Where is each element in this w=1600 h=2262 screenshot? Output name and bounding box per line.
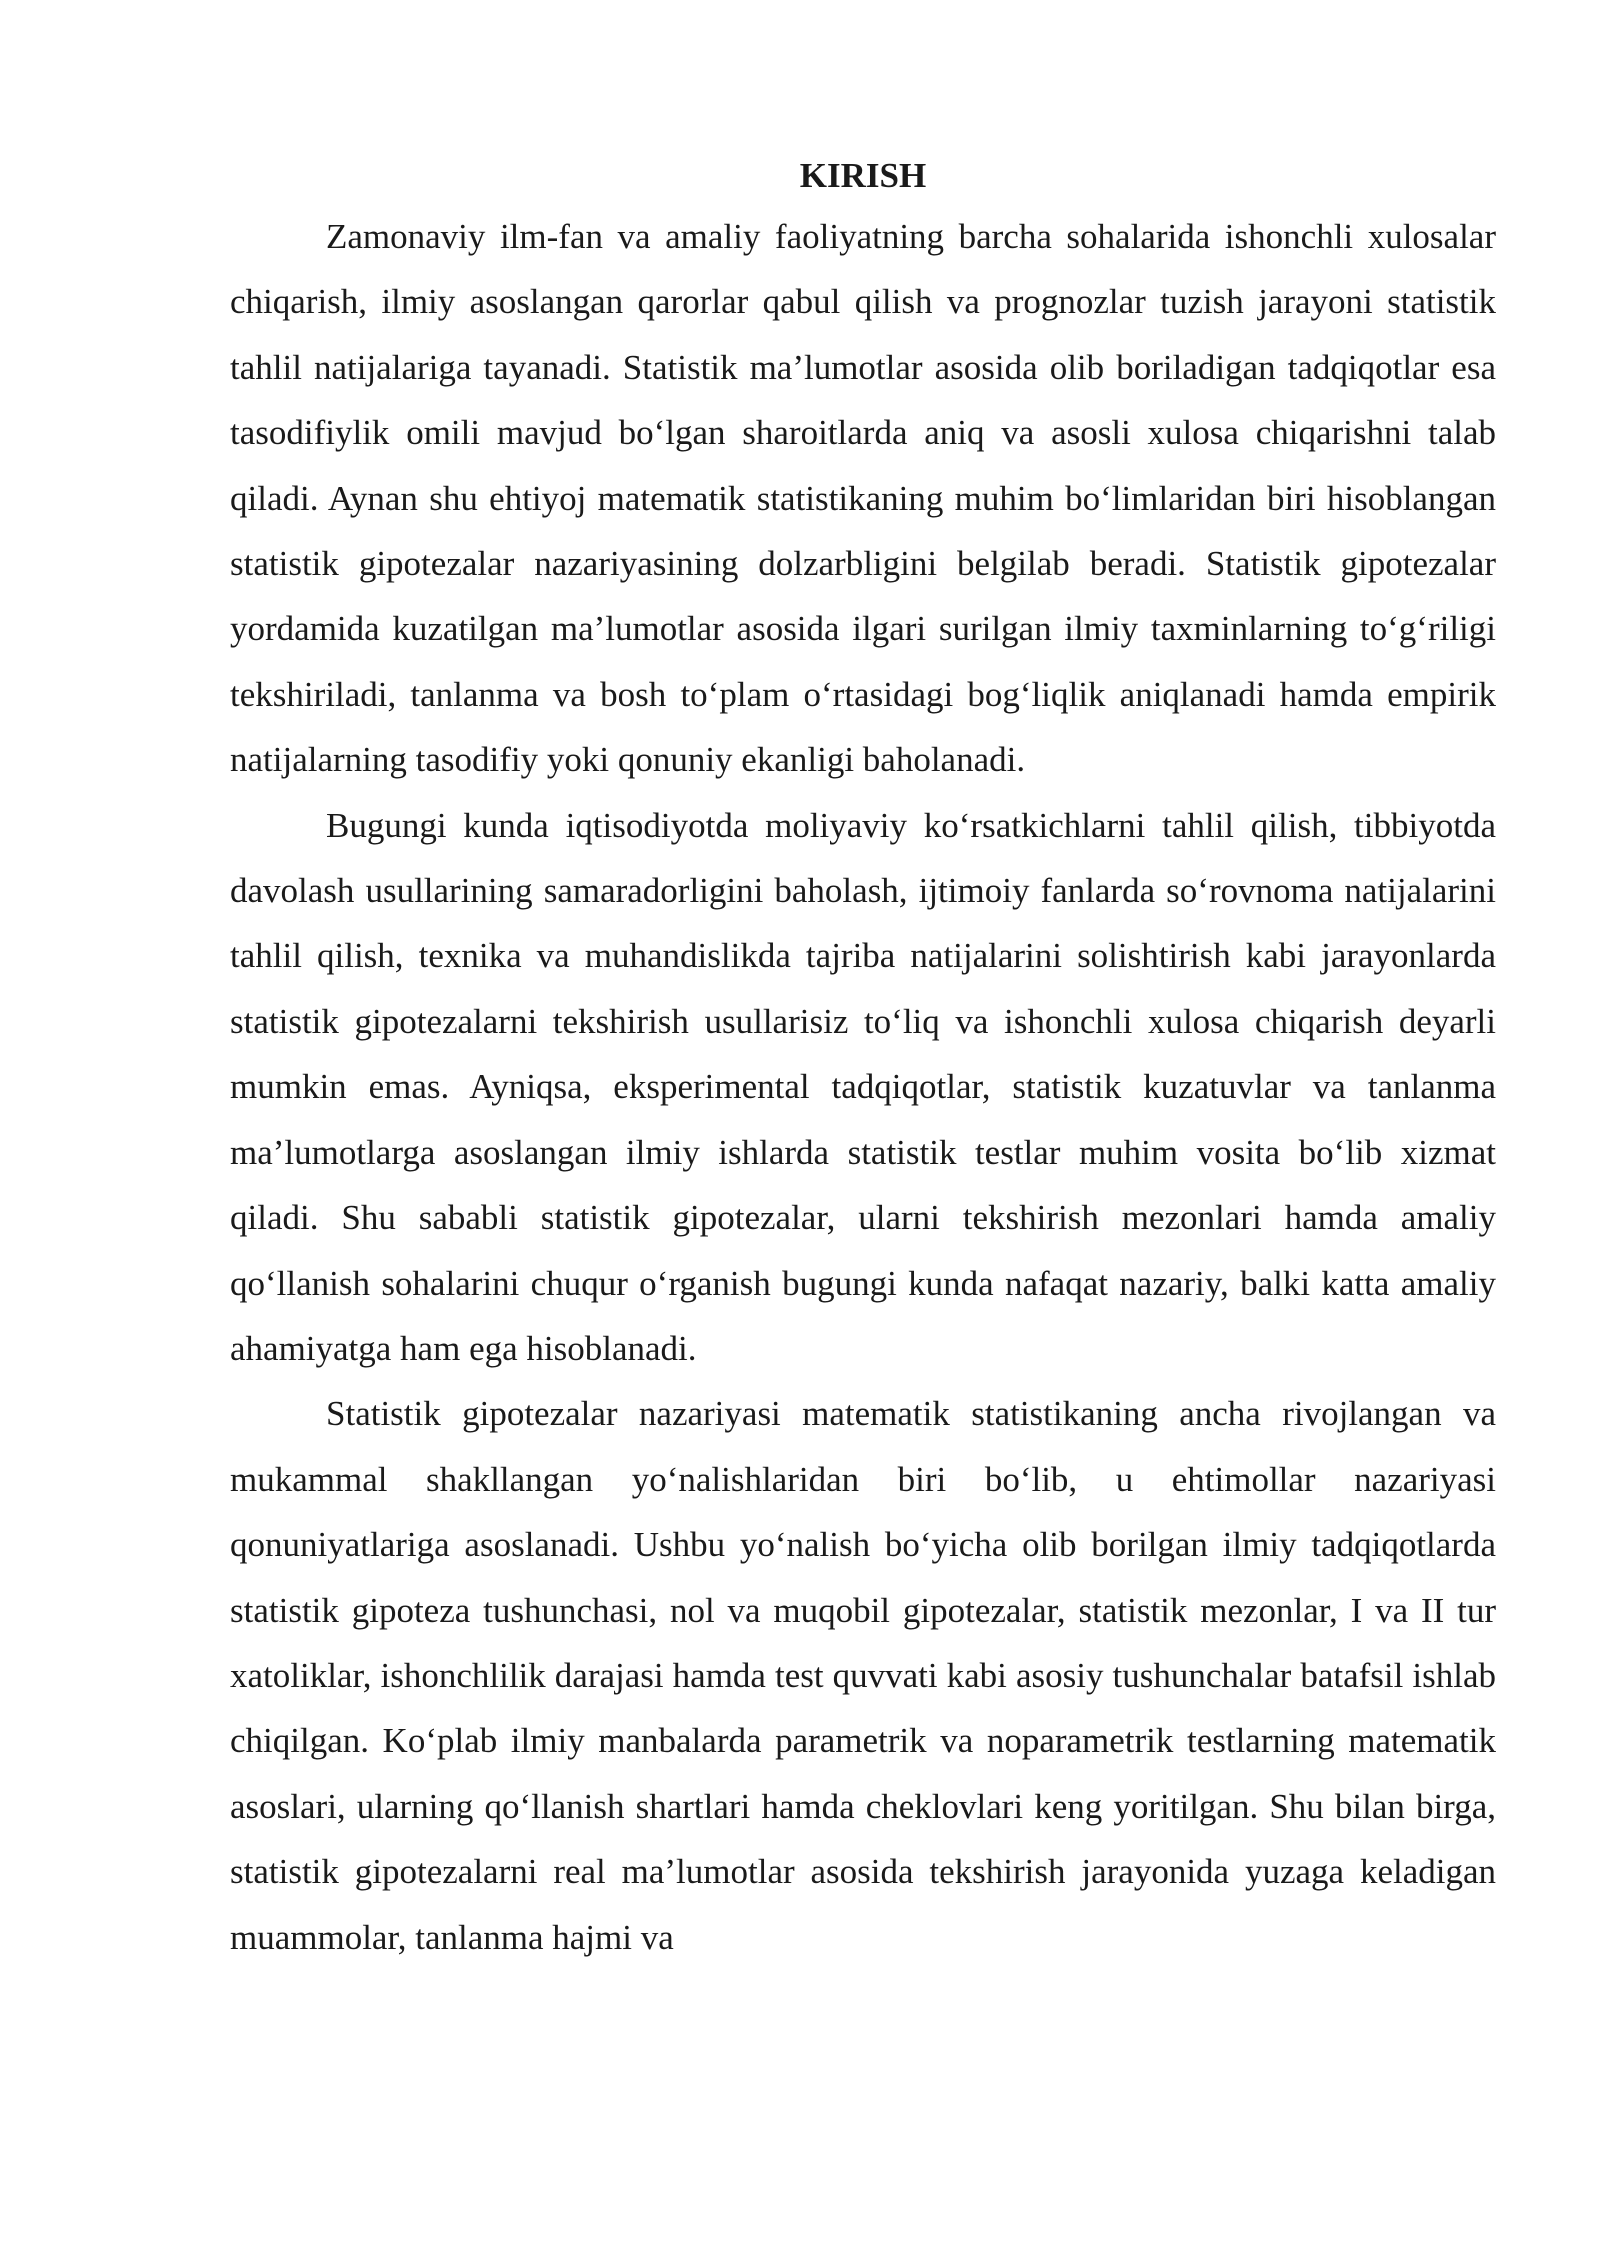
paragraph-2: Bugungi kunda iqtisodiyotda moliyaviy ko‘rsatkichlarni tahlil qilish, tibbiyotda davolash usullarining samaradorligini baholash, ijtimoiy fanlarda so‘rovnoma natijalarini tahlil qilish, texnika va muhandislikda tajriba natijalarini solishtirish kabi jarayonlarda statistik gipotezalarni tekshirish usullarisiz to‘liq va ishonchli xulosa chiqarish deyarli mumkin emas. Ayniqsa, eksperimental tadqiqotlar, statistik kuzatuvlar va tanlanma ma’lumotlarga asoslangan ilmiy ishlarda statistik testlar muhim vosita bo‘lib xizmat qiladi. Shu sababli statistik gipotezalar, ularni tekshirish mezonlari hamda amaliy qo‘llanish sohalarini chuqur o‘rganish bugungi kunda nafaqat nazariy, balki katta amaliy ahamiyatga ham ega hisoblanadi. xyxy=(230,805,1496,1368)
paragraph-3: Statistik gipotezalar nazariyasi matematik statistikaning ancha rivojlangan va mukammal shakllangan yo‘nalishlaridan biri bo‘lib, u ehtimollar nazariyasi qonuniyatlariga asoslanadi. Ushbu yo‘nalish bo‘yicha olib borilgan ilmiy tadqiqotlarda statistik gipoteza tushunchasi, nol va muqobil gipotezalar, statistik mezonlar, I va II tur xatoliklar, ishonchlilik darajasi hamda test quvvati kabi asosiy tushunchalar batafsil ishlab chiqilgan. Ko‘plab ilmiy manbalarda parametrik va noparametrik testlarning matematik asoslari, ularning qo‘llanish shartlari hamda cheklovlari keng yoritilgan. Shu bilan birga, statistik gipotezalarni real ma’lumotlar asosida tekshirish jarayonida yuzaga keladigan muammolar, tanlanma hajmi va xyxy=(230,1394,1496,1957)
document-body xyxy=(230,148,1496,1970)
paragraph-1: Zamonaviy ilm-fan va amaliy faoliyatning barcha sohalarida ishonchli xulosalar chiqarish, ilmiy asoslangan qarorlar qabul qilish va prognozlar tuzish jarayoni statistik tahlil natijalariga tayanadi. Statistik ma’lumotlar asosida olib boriladigan tadqiqotlar esa tasodifiylik omili mavjud bo‘lgan sharoitlarda aniq va asosli xulosa chiqarishni talab qiladi. Aynan shu ehtiyoj matematik statistikaning muhim bo‘limlaridan biri hisoblangan statistik gipotezalar nazariyasining dolzarbligini belgilab beradi. Statistik gipotezalar yordamida kuzatilgan ma’lumotlar asosida ilgari surilgan ilmiy taxminlarning to‘g‘riligi tekshiriladi, tanlanma va bosh to‘plam o‘rtasidagi bog‘liqlik aniqlanadi hamda empirik natijalarning tasodifiy yoki qonuniy ekanligi baholanadi. xyxy=(230,217,1496,780)
page-title: KIRISH xyxy=(799,156,927,195)
